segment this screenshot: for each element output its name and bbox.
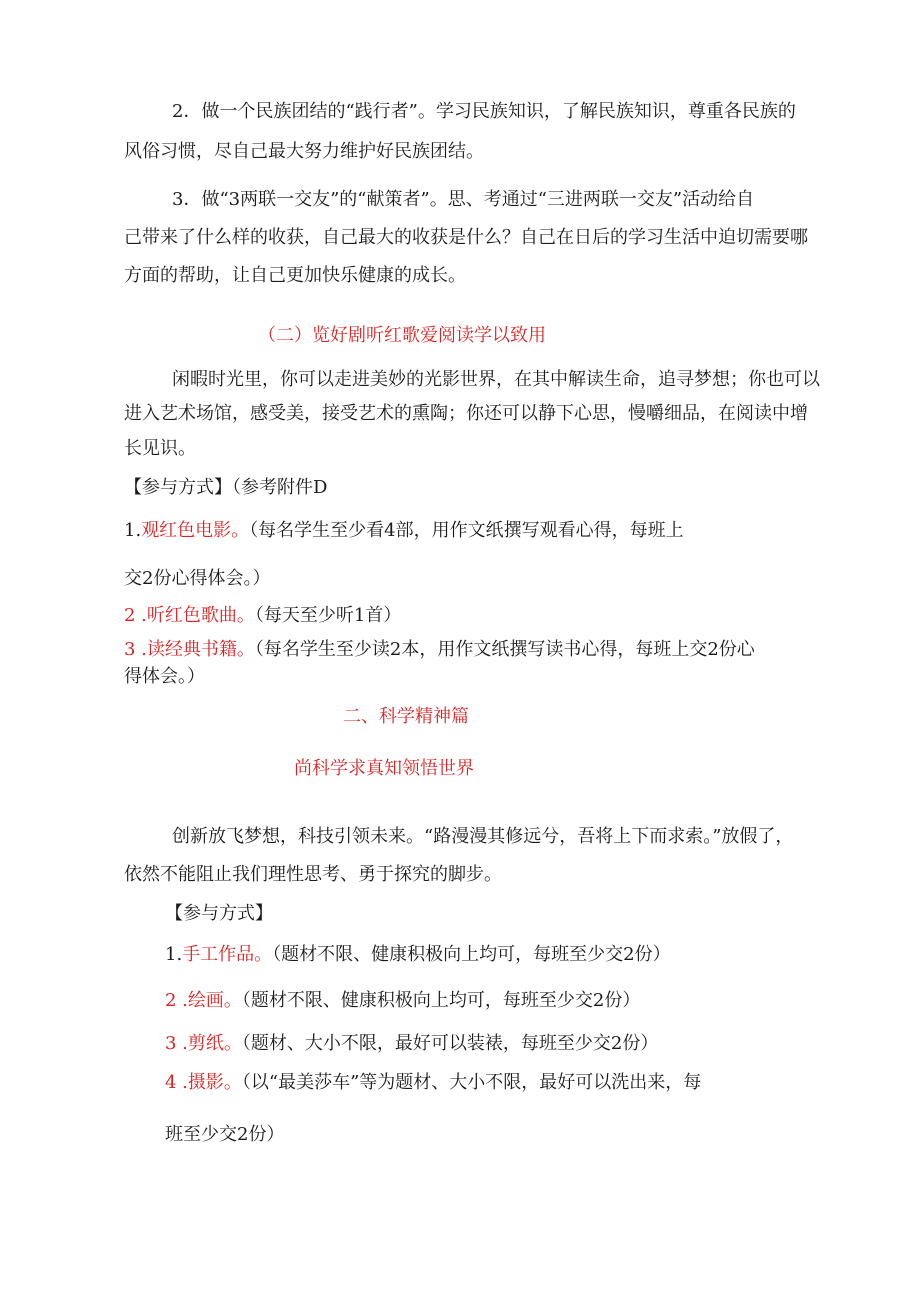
item3-line1: 3．做“3两联一交友”的“献策者”。思、考通过“三进两联一交友”活动给自: [172, 189, 755, 210]
item-desc: （以“最美莎车”等为题材、大小不限，最好可以洗出来，每: [241, 1072, 702, 1093]
item-desc: （题材不限、健康积极向上均可，每班至少交2份）: [241, 990, 641, 1011]
leisure-para-line2: 进入艺术场馆，感受美，接受艺术的熏陶；你还可以静下心思，慢嚼细品，在阅读中增: [124, 403, 808, 424]
list-item: [165, 1035, 658, 1053]
item-desc-continued: 交2份心得体会。）: [124, 568, 271, 589]
item2-line2: 风俗习惯，尽自己最大努力维护好民族团结。: [124, 141, 484, 162]
subsection-heading: （二）览好剧听红歌爱阅读学以致用: [258, 325, 546, 346]
item-number: 1.: [124, 520, 142, 541]
item3-line2: 己带来了什么样的收获，自己最大的收获是什么？自己在日后的学习生活中迫切需要哪: [124, 227, 808, 248]
list-item: [165, 946, 671, 964]
list-item: [124, 607, 401, 625]
item-desc: （每名学生至少看4部，用作文纸撰写观看心得，每班上: [249, 520, 684, 541]
science-method-label: 【参与方式】: [165, 903, 273, 924]
item-title: 绘画。: [187, 990, 242, 1011]
chapter-title: 二、科学精神篇: [343, 706, 469, 727]
item-number: 3 .: [165, 1033, 188, 1054]
item-title: 读经典书籍。: [146, 639, 255, 660]
science-para-line2: 依然不能阻止我们理性思考、勇于探究的脚步。: [124, 864, 502, 885]
leisure-para-line3: 长见识。: [124, 438, 196, 459]
item-number: 2 .: [165, 990, 188, 1011]
item2-line1: 2．做一个民族团结的“践行者”。学习民族知识，了解民族知识，尊重各民族的: [172, 101, 796, 122]
item-title: 剪纸。: [187, 1033, 242, 1054]
item-number: 3 .: [124, 639, 147, 660]
item-title: 摄影。: [187, 1072, 242, 1093]
item-desc: （每名学生至少读2本，用作文纸撰写读书心得，每班上交2份心: [254, 639, 755, 660]
item-desc: （题材、大小不限，最好可以装裱，每班至少交2份）: [241, 1033, 659, 1054]
item-desc: （题材不限、健康积极向上均可，每班至少交2份）: [272, 944, 671, 965]
item3-line3: 方面的帮助，让自己更加快乐健康的成长。: [124, 265, 466, 286]
science-para-line1: 创新放飞梦想，科技引领未来。“路漫漫其修远兮，吾将上下而求索。”放假了，: [172, 826, 794, 847]
list-item: [165, 1074, 701, 1092]
item-number: 2 .: [124, 605, 147, 626]
item-desc-continued: 班至少交2份）: [165, 1124, 285, 1145]
item-title: 听红色歌曲。: [146, 605, 255, 626]
item-title: 观红色电影。: [141, 520, 250, 541]
item-number: 1.: [165, 944, 183, 965]
item-number: 4 .: [165, 1072, 188, 1093]
list-item: [124, 522, 684, 540]
method-label: 【参与方式】（参考附件D: [124, 477, 328, 498]
item-title: 手工作品。: [182, 944, 273, 965]
item-desc-continued: 得体会。）: [124, 666, 205, 687]
chapter-subtitle: 尚科学求真知领悟世界: [294, 758, 474, 779]
list-item: [165, 992, 640, 1010]
item-desc: （每天至少听1首）: [254, 605, 402, 626]
list-item: [124, 641, 755, 659]
leisure-para-line1: 闲暇时光里，你可以走进美妙的光影世界，在其中解读生命，追寻梦想；你也可以: [172, 369, 820, 390]
